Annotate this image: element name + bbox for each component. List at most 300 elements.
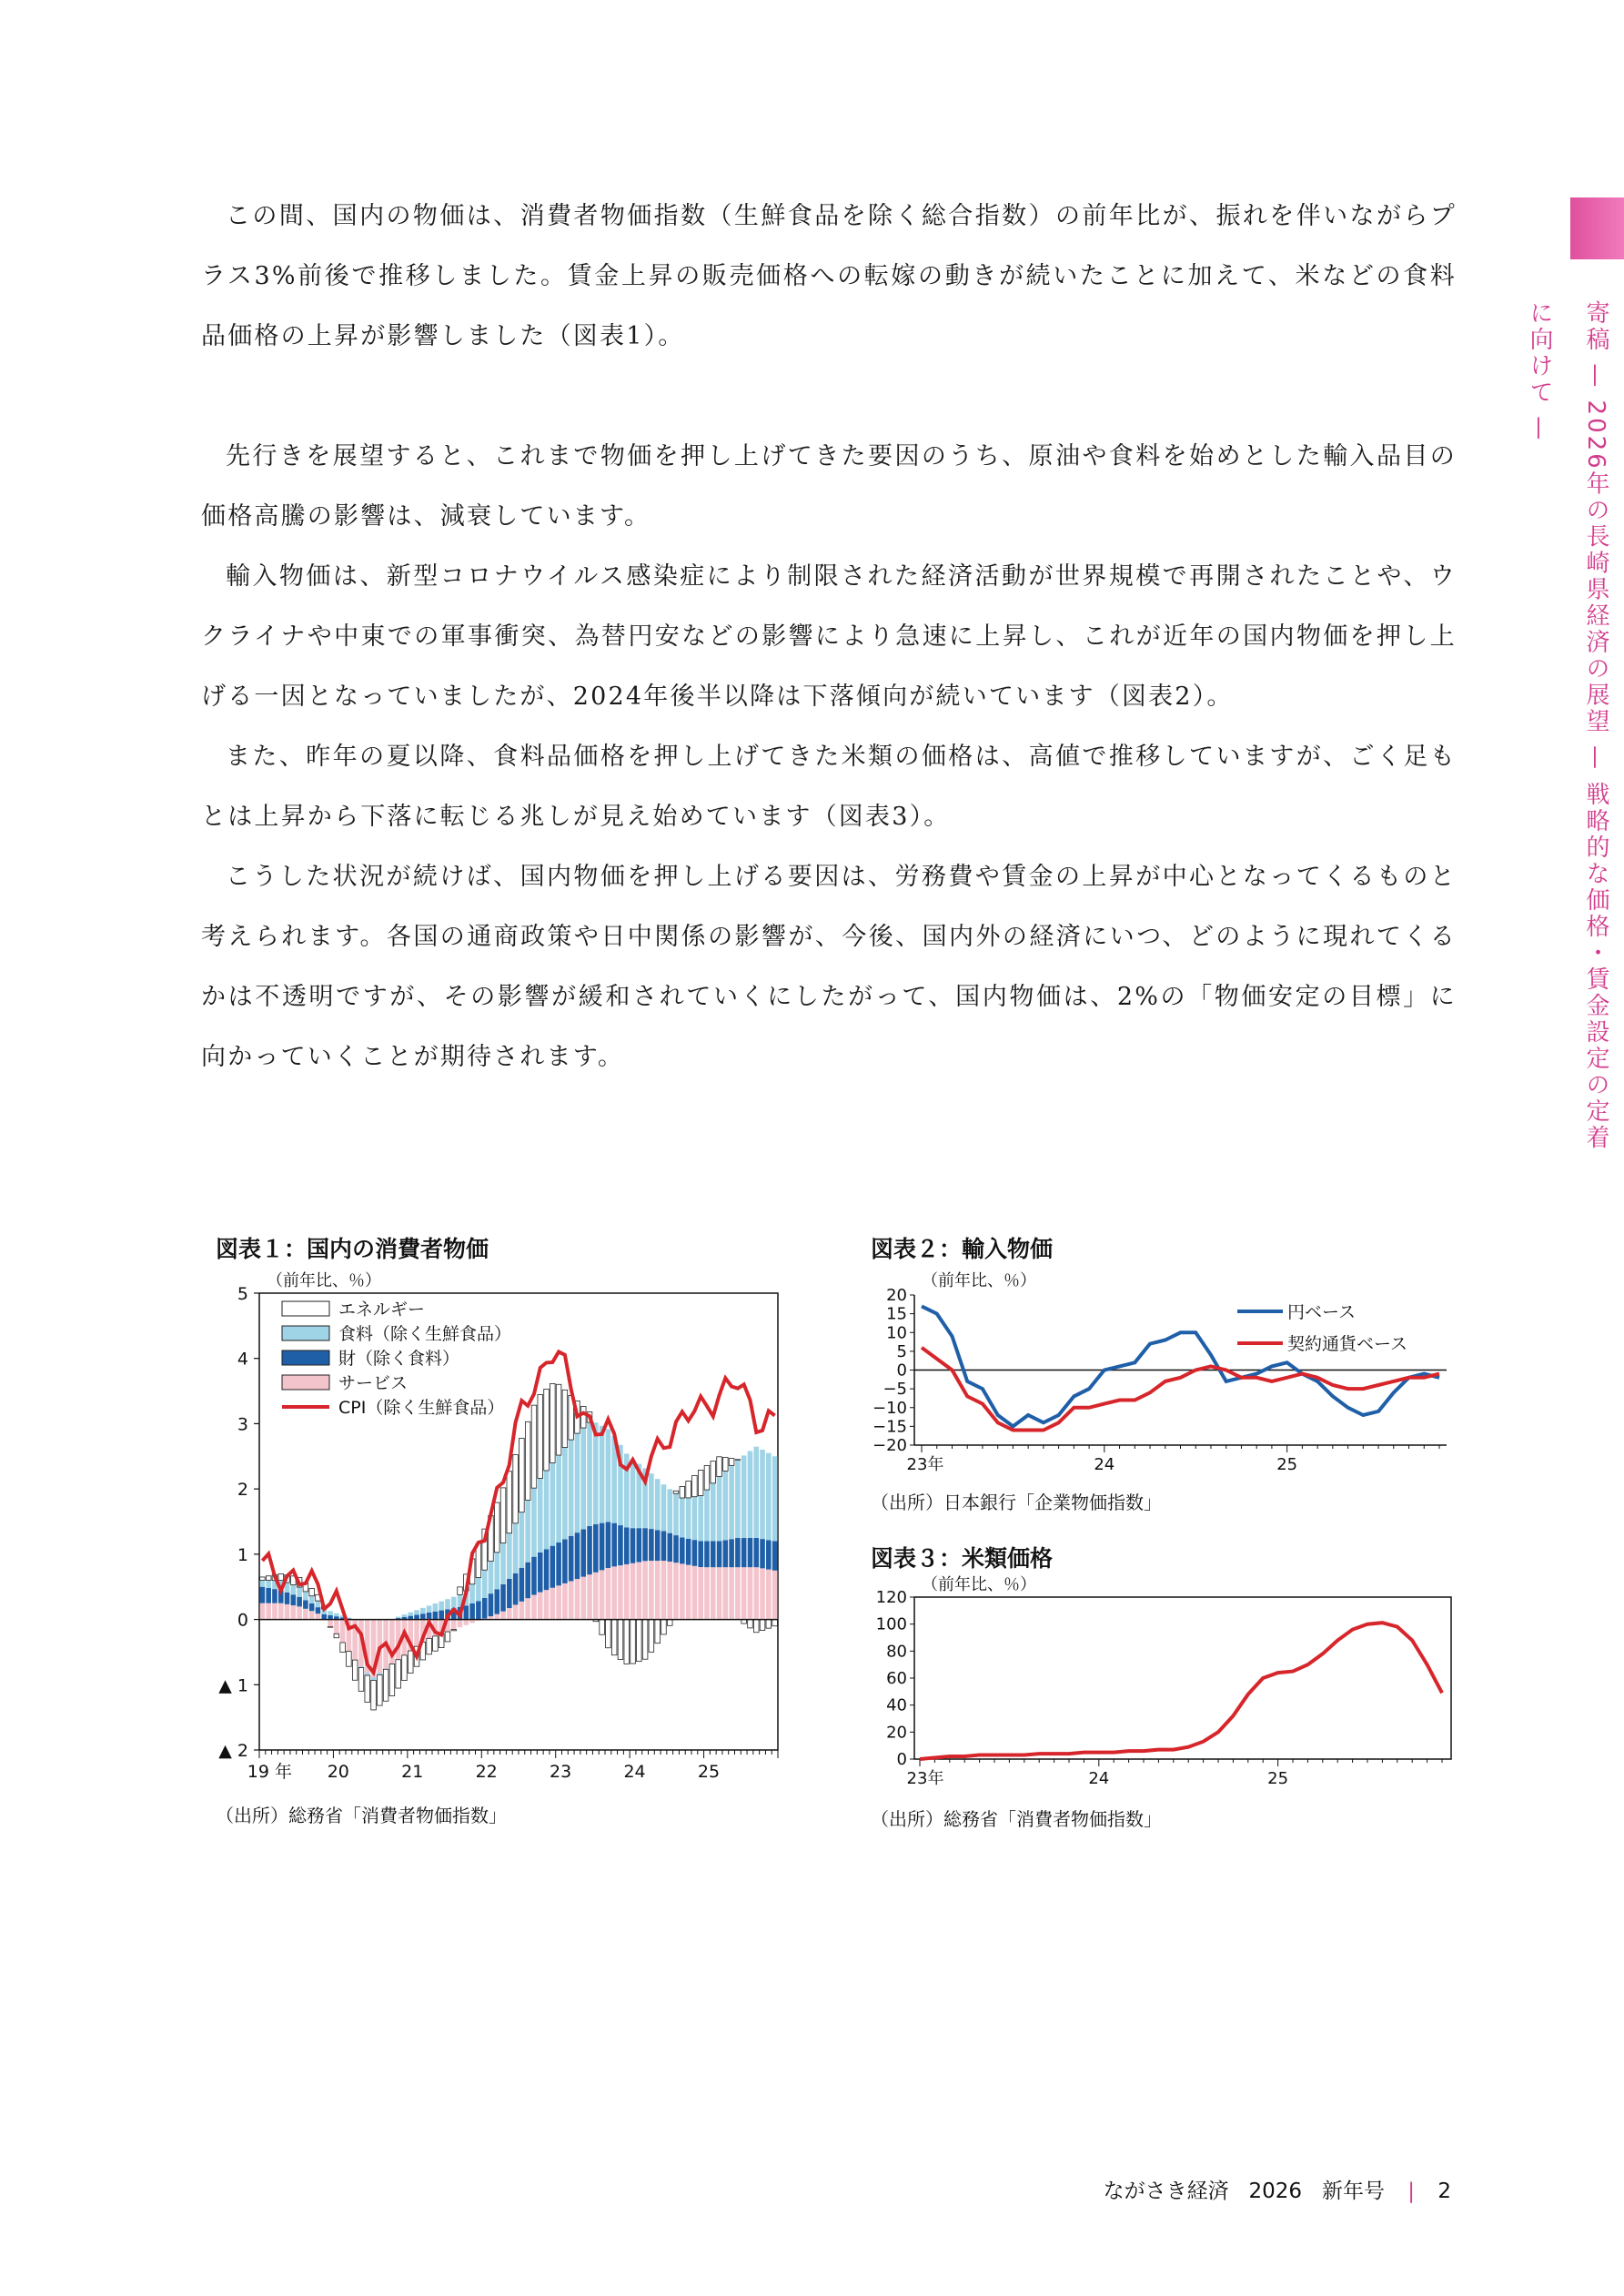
fig1-bar-services: [698, 1567, 703, 1620]
fig1-bar-goods: [303, 1600, 308, 1608]
fig2-ytick-label: −5: [883, 1380, 907, 1400]
fig1-bar-food: [587, 1422, 592, 1526]
article-body: [201, 187, 1457, 1087]
fig1-bar-services: [600, 1570, 605, 1619]
fig1-bar-goods: [748, 1538, 753, 1567]
fig1-bar-energy: [352, 1660, 358, 1680]
fig1-bar-services: [741, 1567, 747, 1619]
fig1-bar-energy: [519, 1438, 525, 1512]
fig1-bar-goods: [735, 1538, 741, 1567]
fig1-legend-label: エネルギー: [338, 1300, 426, 1320]
fig1-bar-goods: [711, 1542, 716, 1568]
fig1-bar-energy: [525, 1421, 530, 1500]
fig2-xtick-label: 25: [1276, 1455, 1298, 1474]
fig1-bar-energy: [309, 1588, 315, 1595]
fig1-bar-energy: [328, 1627, 333, 1628]
fig1-bar-goods: [507, 1579, 512, 1608]
fig1-bar-food: [297, 1587, 302, 1597]
fig1-bar-energy: [667, 1620, 672, 1626]
fig1-bar-services: [593, 1573, 599, 1620]
fig1-bar-goods: [433, 1612, 439, 1620]
fig1-bar-food: [469, 1584, 475, 1603]
fig2-legend-label: 契約通貨ベース: [1287, 1334, 1408, 1354]
fig1-bar-goods: [606, 1522, 611, 1568]
fig1-bar-goods: [420, 1613, 426, 1619]
fig1-bar-services: [316, 1613, 321, 1619]
fig2-ytick-label: 10: [886, 1323, 907, 1343]
fig1-bar-energy: [698, 1470, 703, 1495]
fig1-bar-services: [606, 1568, 611, 1620]
fig1-bar-energy: [618, 1620, 623, 1660]
fig1-bar-energy: [500, 1488, 506, 1543]
fig1-bar-goods: [600, 1523, 605, 1571]
fig1-bar-goods: [729, 1539, 734, 1567]
fig1-bar-food: [538, 1478, 543, 1552]
fig1-bar-food: [729, 1465, 734, 1539]
fig1-bar-energy: [760, 1620, 765, 1631]
fig2-title: 図表２：輸入物価: [871, 1236, 1054, 1262]
fig1-bar-goods: [500, 1584, 506, 1612]
fig1-bar-energy: [427, 1638, 432, 1654]
fig1-bar-services: [458, 1620, 463, 1628]
fig1-legend-swatch-services: [282, 1375, 329, 1390]
fig1-bar-services: [569, 1581, 574, 1619]
fig1-bar-energy: [766, 1620, 772, 1629]
fig1-bar-energy: [772, 1620, 778, 1626]
fig1-bar-services: [766, 1570, 772, 1620]
fig1-bar-goods: [297, 1597, 302, 1607]
fig1-bar-food: [680, 1498, 685, 1537]
fig1-bar-energy: [513, 1455, 519, 1523]
fig1-bar-food: [569, 1440, 574, 1536]
footer-issue: 新年号: [1321, 2180, 1385, 2203]
fig1-bar-food: [766, 1453, 772, 1541]
fig1-xtick-label: 21: [401, 1762, 424, 1782]
paragraph-2: 先行きを展望すると、これまで物価を押し上げてきた要因のうち、原油や食料を始めとした輸入品目の価格高騰の影響は、減衰しています。: [201, 442, 1457, 531]
fig2-ytick-label: −10: [873, 1398, 907, 1418]
fig1-bar-services: [642, 1561, 648, 1619]
fig1-bar-services: [717, 1567, 722, 1619]
fig1-bar-food: [328, 1611, 333, 1615]
fig1-bar-food: [717, 1477, 722, 1542]
fig1-bar-goods: [309, 1603, 315, 1611]
fig3-source: （出所）総務省「消費者物価指数」: [871, 1808, 1162, 1830]
fig1-ytick-label: 3: [237, 1414, 248, 1435]
fig1-bar-goods: [630, 1528, 636, 1563]
fig1-bar-energy: [458, 1587, 463, 1594]
fig1-bar-food: [562, 1448, 568, 1540]
fig1-bar-services: [272, 1603, 277, 1620]
fig1-bar-energy: [278, 1573, 284, 1580]
fig1-chart: [196, 1268, 805, 1795]
fig1-bar-goods: [464, 1605, 469, 1619]
fig1-ytick-label: 1: [237, 1544, 248, 1565]
fig1-bar-energy: [580, 1406, 586, 1428]
fig1-bar-goods: [760, 1539, 765, 1568]
fig1-bar-food: [772, 1456, 778, 1541]
fig1-bar-services: [655, 1561, 661, 1620]
fig2-ytick-label: 20: [886, 1286, 907, 1305]
fig1-title: 図表１：国内の消費者物価: [216, 1236, 489, 1262]
fig1-bar-goods: [489, 1593, 494, 1616]
fig1-bar-goods: [741, 1538, 747, 1567]
fig1-bar-food: [303, 1592, 308, 1600]
fig1-xtick-label: 24: [623, 1762, 646, 1782]
fig1-bar-food: [667, 1489, 672, 1532]
fig1-bar-food: [396, 1617, 401, 1619]
fig1-bar-food: [476, 1578, 481, 1602]
fig1-bar-services: [291, 1605, 297, 1619]
fig1-xtick-label: 19 年: [247, 1762, 293, 1782]
fig1-legend-label: 財（除く食料）: [338, 1349, 460, 1369]
fig1-bar-goods: [624, 1527, 630, 1563]
fig1-bar-food: [260, 1581, 266, 1587]
fig2-legend-label: 円ベース: [1287, 1302, 1357, 1322]
fig3-plot-frame: [914, 1597, 1451, 1759]
fig1-bar-goods: [538, 1553, 543, 1593]
fig1-bar-food: [414, 1610, 419, 1614]
fig1-bar-food: [500, 1543, 506, 1584]
fig1-ytick-label: 4: [237, 1349, 248, 1370]
fig3-ytick-label: 100: [875, 1614, 907, 1634]
fig1-bar-goods: [519, 1568, 525, 1602]
fig1-bar-energy: [396, 1660, 401, 1688]
footer-page-number: 2: [1437, 2180, 1451, 2203]
fig1-bar-services: [772, 1571, 778, 1620]
fig1-bar-energy: [445, 1632, 450, 1642]
fig1-bar-food: [371, 1677, 377, 1680]
fig3-xtick-label: 23年: [906, 1769, 944, 1788]
fig1-bar-goods: [544, 1549, 550, 1590]
fig1-bar-energy: [544, 1389, 550, 1471]
fig1-bar-food: [600, 1426, 605, 1523]
fig1-bars: [260, 1383, 778, 1710]
fig1-bar-services: [451, 1620, 457, 1630]
fig1-bar-services: [297, 1606, 302, 1619]
fig1-bar-energy: [753, 1620, 759, 1633]
fig1-bar-goods: [692, 1540, 698, 1566]
fig1-bar-energy: [365, 1675, 370, 1702]
fig1-legend-swatch-energy: [282, 1301, 329, 1316]
fig1-bar-food: [550, 1463, 556, 1546]
fig1-bar-energy: [611, 1620, 617, 1655]
fig1-bar-energy: [680, 1486, 685, 1498]
fig2-ytick-label: −15: [873, 1417, 907, 1437]
fig1-bar-services: [464, 1620, 469, 1625]
fig1-bar-services: [278, 1603, 284, 1620]
fig1-bar-goods: [717, 1542, 722, 1568]
fig1-bar-services: [729, 1567, 734, 1619]
fig1-bar-energy: [507, 1472, 512, 1533]
fig1-bar-goods: [575, 1532, 580, 1579]
fig1-xtick-label: 23: [550, 1762, 572, 1782]
fig1-bar-energy: [556, 1384, 561, 1455]
fig1-bar-services: [531, 1595, 537, 1620]
fig1-bar-services: [630, 1563, 636, 1620]
fig1-bar-goods: [766, 1540, 772, 1569]
fig1-bar-services: [334, 1620, 339, 1634]
fig1-bar-goods: [655, 1530, 661, 1561]
fig2-ytick-label: 5: [896, 1341, 907, 1361]
fig2-chart: [851, 1268, 1469, 1482]
page-footer: [1104, 2174, 1451, 2204]
fig1-bar-energy: [408, 1651, 413, 1673]
fig1-bar-energy: [340, 1643, 346, 1652]
fig1-bar-services: [611, 1566, 617, 1619]
fig1-bar-energy: [389, 1664, 395, 1696]
fig1-bar-services: [562, 1583, 568, 1620]
fig1-bar-services: [285, 1604, 290, 1620]
fig1-unit-label: （前年比、％）: [267, 1271, 381, 1290]
fig1-bar-services: [680, 1563, 685, 1619]
fig1-bar-food: [692, 1497, 698, 1540]
fig1-bar-services: [556, 1585, 561, 1619]
fig1-bar-goods: [556, 1542, 561, 1585]
fig1-bar-food: [451, 1597, 457, 1608]
paragraph-4: また、昨年の夏以降、食料品価格を押し上げてきた米類の価格は、高値で推移していますが、ごく足もとは上昇から下落に転じる兆しが見え始めています（図表3）。: [201, 743, 1457, 831]
fig1-bar-services: [748, 1567, 753, 1619]
fig1-ytick-label: 2: [237, 1480, 248, 1501]
fig1-bar-food: [316, 1601, 321, 1607]
fig1-bar-energy: [729, 1459, 734, 1466]
fig1-bar-goods: [680, 1537, 685, 1563]
fig1-bar-energy: [637, 1620, 642, 1662]
fig1-bar-services: [735, 1567, 741, 1619]
fig1-bar-goods: [531, 1557, 537, 1595]
fig1-bar-services: [525, 1598, 530, 1619]
fig1-bar-services: [544, 1590, 550, 1619]
fig1-bar-food: [606, 1429, 611, 1522]
fig1-bar-goods: [291, 1594, 297, 1605]
fig1-bar-energy: [661, 1620, 667, 1634]
fig1-bar-energy: [433, 1636, 439, 1651]
fig1-bar-goods: [593, 1524, 599, 1573]
fig1-bar-food: [494, 1553, 499, 1589]
fig1-bar-goods: [698, 1541, 703, 1567]
fig1-xtick-label: 20: [327, 1762, 349, 1782]
fig1-bar-food: [266, 1581, 271, 1588]
fig1-bar-energy: [704, 1465, 710, 1490]
fig1-bar-food: [507, 1533, 512, 1579]
fig1-bar-food: [704, 1490, 710, 1541]
fig1-bar-food: [556, 1455, 561, 1542]
fig1-bar-services: [538, 1593, 543, 1620]
fig1-bar-energy: [692, 1476, 698, 1497]
fig1-legend-label: 食料（除く生鮮食品）: [338, 1324, 512, 1344]
fig1-legend-label: CPI（除く生鮮食品）: [338, 1398, 505, 1418]
fig1-bar-food: [753, 1447, 759, 1538]
fig1-bar-services: [519, 1602, 525, 1620]
fig2-ytick-label: 15: [886, 1304, 907, 1324]
fig1-xtick-label: 22: [475, 1762, 498, 1782]
fig1-bar-food: [649, 1473, 654, 1529]
fig3-ytick-label: 0: [896, 1750, 907, 1769]
fig1-bar-services: [667, 1562, 672, 1620]
fig2-unit-label: （前年比、％）: [922, 1271, 1036, 1290]
fig1-bar-food: [735, 1460, 741, 1538]
fig1-bar-food: [433, 1603, 439, 1612]
fig2-xtick-label: 23年: [906, 1455, 944, 1474]
fig1-bar-services: [500, 1612, 506, 1620]
fig1-bar-food: [309, 1596, 315, 1603]
fig1-bar-services: [673, 1563, 679, 1619]
fig3-title: 図表３：米類価格: [871, 1545, 1054, 1572]
fig1-bar-energy: [630, 1620, 636, 1664]
fig1-bar-energy: [260, 1577, 266, 1581]
fig1-bar-energy: [606, 1620, 611, 1648]
fig1-bar-services: [580, 1577, 586, 1620]
fig1-bar-food: [673, 1493, 679, 1535]
fig1-bar-food: [575, 1433, 580, 1532]
fig1-bar-goods: [439, 1611, 444, 1620]
fig1-bar-food: [593, 1422, 599, 1524]
vertical-article-title: 寄稿 — 2026年の長崎県経済の展望 — 戦略的な価格・賃金設定の定着に向けて —: [1526, 300, 1609, 1152]
fig1-bar-food: [420, 1608, 426, 1613]
fig1-bar-energy: [531, 1405, 537, 1488]
fig1-bar-food: [513, 1523, 519, 1573]
fig1-xtick-label: 25: [697, 1762, 721, 1782]
fig1-bar-food: [291, 1584, 297, 1594]
fig1-bar-services: [513, 1604, 519, 1619]
fig1-bar-energy: [550, 1383, 556, 1462]
fig1-bar-goods: [285, 1593, 290, 1604]
fig1-bar-energy: [642, 1620, 648, 1660]
fig3-unit-label: （前年比、％）: [922, 1575, 1036, 1594]
fig3-xtick-label: 24: [1088, 1769, 1110, 1788]
fig1-bar-goods: [469, 1603, 475, 1620]
fig1-bar-goods: [587, 1526, 592, 1574]
fig1-bar-food: [544, 1471, 550, 1549]
fig1-bar-services: [661, 1561, 667, 1620]
fig2-series-line-1: [922, 1306, 1439, 1426]
fig1-bar-services: [649, 1561, 654, 1620]
fig1-legend-swatch-goods: [282, 1350, 329, 1365]
fig1-bar-services: [723, 1567, 729, 1619]
fig3-xtick-label: 25: [1267, 1769, 1289, 1788]
fig1-bar-goods: [667, 1533, 672, 1562]
paragraph-5: こうした状況が続けば、国内物価を押し上げる要因は、労務費や賃金の上昇が中心となってくるものと考えられます。各国の通商政策や日中関係の影響が、今後、国内外の経済にいつ、どのように現れてくるかは不透明ですが、その影響が緩和されていくにしたがって、国内物価は、2%の「物価安定の目標」に向かっていくことが期待されます。: [201, 863, 1457, 1071]
fig1-bar-energy: [266, 1576, 271, 1581]
fig1-bar-energy: [451, 1630, 457, 1631]
fig1-bar-goods: [266, 1588, 271, 1603]
fig1-bar-energy: [717, 1457, 722, 1477]
fig1-bar-food: [408, 1613, 413, 1616]
fig1-bar-goods: [260, 1587, 266, 1603]
paragraph-1: この間、国内の物価は、消費者物価指数（生鮮食品を除く総合指数）の前年比が、振れを伴いながらプラス3%前後で推移しました。賃金上昇の販売価格への転嫁の動きが続いたことに加えて、米などの食料品価格の上昇が影響しました（図表1）。: [201, 202, 1457, 350]
fig1-bar-services: [550, 1588, 556, 1620]
fig1-bar-services: [494, 1614, 499, 1620]
fig3-ytick-label: 60: [886, 1669, 907, 1688]
fig1-bar-food: [661, 1484, 667, 1531]
fig1-bar-food: [482, 1570, 488, 1598]
fig1-bar-services: [414, 1620, 419, 1647]
fig1-ytick-label: ▲ 1: [218, 1675, 248, 1696]
fig1-bar-food: [741, 1455, 747, 1538]
fig1-bar-energy: [624, 1620, 630, 1664]
fig1-ytick-label: 5: [237, 1284, 248, 1304]
fig1-bar-food: [686, 1498, 691, 1539]
fig1-bar-food: [519, 1512, 525, 1568]
fig1-bar-energy: [538, 1395, 543, 1479]
fig1-bar-goods: [673, 1535, 679, 1563]
fig1-bar-food: [445, 1599, 450, 1609]
fig1-bar-goods: [611, 1523, 617, 1567]
fig1-bar-goods: [525, 1563, 530, 1598]
fig1-bar-energy: [723, 1457, 729, 1471]
fig1-bar-food: [334, 1613, 339, 1616]
fig1-bar-food: [748, 1451, 753, 1538]
fig1-bar-energy: [562, 1390, 568, 1447]
fig1-bar-goods: [772, 1542, 778, 1571]
fig1-ytick-label: ▲ 2: [218, 1741, 248, 1761]
fig1-bar-food: [580, 1428, 586, 1529]
fig1-bar-food: [525, 1500, 530, 1562]
fig1-bar-energy: [378, 1674, 383, 1705]
fig1-bar-goods: [723, 1540, 729, 1567]
fig1-bar-goods: [618, 1525, 623, 1565]
fig1-bar-services: [753, 1567, 759, 1619]
fig1-bar-goods: [642, 1528, 648, 1561]
fig1-bar-goods: [661, 1531, 667, 1561]
fig1-bar-food: [531, 1488, 537, 1557]
fig2-xtick-label: 24: [1094, 1455, 1115, 1474]
fig1-bar-services: [309, 1611, 315, 1619]
fig1-bar-goods: [476, 1601, 481, 1619]
fig1-bar-goods: [494, 1589, 499, 1613]
fig1-bar-services: [328, 1620, 333, 1627]
footer-year: 2026: [1248, 2180, 1303, 2203]
fig2-source: （出所）日本銀行「企業物価指数」: [871, 1492, 1162, 1513]
fig1-bar-goods: [649, 1529, 654, 1561]
paragraph-3: 輸入物価は、新型コロナウイルス感染症により制限された経済活動が世界規模で再開されたことや、ウクライナや中東での軍事衝突、為替円安などの影響により急速に上昇し、これが近年の国内物価を押し上げる一因となっていましたが、2024年後半以降は下落傾向が続いています（図表2）。: [201, 562, 1457, 711]
fig1-bar-services: [575, 1579, 580, 1619]
fig1-bar-energy: [748, 1620, 753, 1628]
fig1-bar-energy: [347, 1652, 352, 1667]
fig1-bar-goods: [272, 1589, 277, 1603]
fig1-bar-services: [260, 1603, 266, 1620]
fig1-bar-energy: [334, 1633, 339, 1637]
fig1-bar-services: [704, 1567, 710, 1619]
fig1-bar-food: [427, 1605, 432, 1613]
fig1-bar-services: [637, 1563, 642, 1620]
fig1-bar-goods: [550, 1546, 556, 1588]
fig1-bar-food: [711, 1483, 716, 1542]
fig1-bar-services: [303, 1609, 308, 1620]
fig1-bar-services: [692, 1566, 698, 1620]
fig3-ytick-label: 80: [886, 1642, 907, 1662]
fig1-ytick-label: 0: [237, 1610, 248, 1631]
fig1-bar-food: [630, 1460, 636, 1528]
fig1-bar-food: [698, 1495, 703, 1541]
fig1-bar-goods: [316, 1607, 321, 1613]
fig1-bar-energy: [383, 1669, 388, 1701]
fig1-bar-food: [489, 1562, 494, 1594]
fig1-bar-services: [266, 1603, 271, 1620]
fig1-legend-swatch-food: [282, 1326, 329, 1340]
fig1-bar-energy: [655, 1620, 661, 1644]
fig1-bar-goods: [414, 1614, 419, 1619]
fig1-bar-goods: [482, 1598, 488, 1619]
fig2-ytick-label: 0: [896, 1360, 907, 1381]
fig1-bar-services: [587, 1574, 592, 1619]
fig2-ytick-label: −20: [873, 1436, 907, 1455]
fig1-bar-goods: [562, 1539, 568, 1583]
fig1-bar-goods: [637, 1528, 642, 1562]
fig1-bar-food: [655, 1479, 661, 1530]
fig1-bar-goods: [427, 1613, 432, 1620]
fig1-bar-goods: [569, 1536, 574, 1582]
fig1-bar-services: [618, 1565, 623, 1619]
